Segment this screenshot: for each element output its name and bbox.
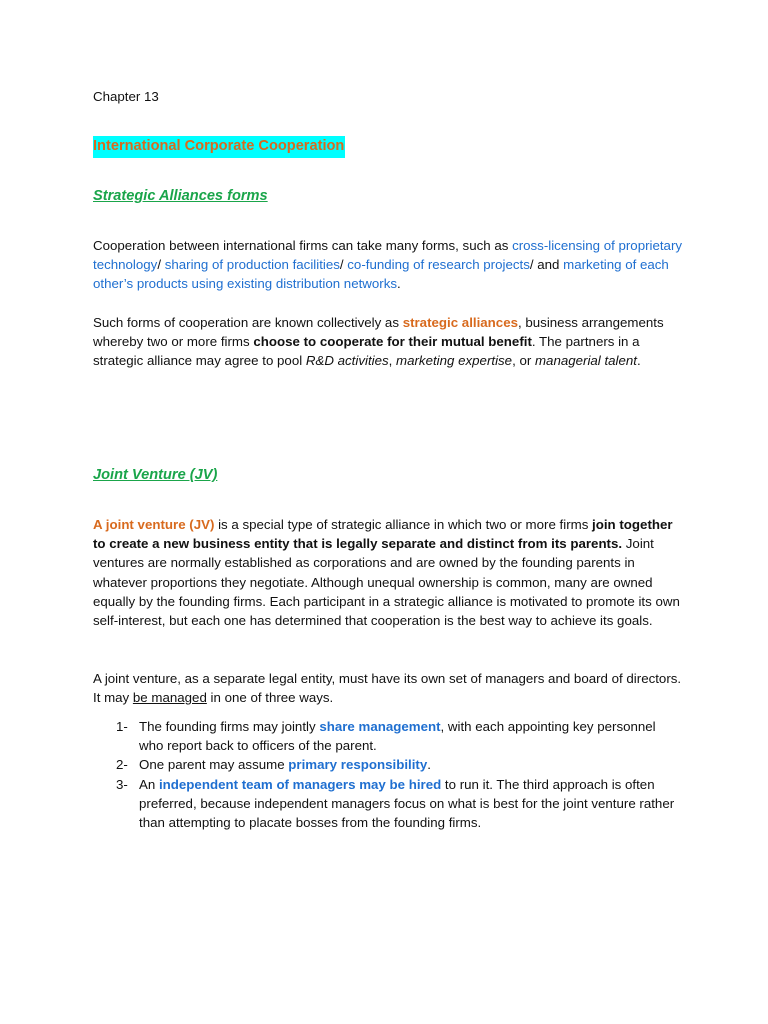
- text: Cooperation between international firms can take many forms, such as: [93, 238, 513, 253]
- heading-strategic-alliances: Strategic Alliances forms: [93, 188, 268, 204]
- term-primary-responsibility: primary responsibility: [288, 757, 428, 773]
- text: to run it. The third approach is often preferred, because independent managers focus on what is best for the joint venture rather than attempting to placate bosses from the founding firms.: [139, 776, 675, 831]
- text: is a special type of strategic alliance in which two or more firms: [214, 517, 593, 532]
- term-independent-team: independent team of managers may be hired: [158, 776, 442, 792]
- text: One parent may assume: [139, 757, 289, 773]
- paragraph-strategic-alliances: [93, 313, 683, 371]
- emphasis-mutual-benefit: choose to cooperate for their mutual benefit: [253, 334, 532, 350]
- italic-marketing-expertise: marketing expertise: [396, 353, 513, 369]
- text: , with each appointing key personnel who report back to officers of the parent.: [139, 719, 656, 754]
- text: .: [427, 757, 431, 773]
- term-joint-venture: A joint venture (JV): [93, 517, 215, 532]
- text: The founding firms may jointly: [139, 719, 320, 734]
- term-sharing-production: sharing of production facilities: [164, 257, 340, 273]
- text: .: [636, 353, 641, 369]
- separator: /: [339, 257, 348, 273]
- underline-be-managed: be managed: [132, 690, 207, 706]
- list-item: [93, 755, 683, 774]
- list-number: 1-: [116, 719, 128, 734]
- term-co-funding: co-funding of research projects: [347, 257, 530, 273]
- text: , or: [512, 353, 535, 369]
- management-approaches-list: [93, 717, 683, 832]
- paragraph-joint-venture-definition: [93, 515, 683, 630]
- separator: /: [157, 257, 165, 273]
- text: , business arrangements whereby two or more firms: [93, 315, 664, 350]
- text: A joint venture, as a separate legal entity, must have its own set of managers and board of directors. It may: [93, 671, 682, 706]
- text: Joint ventures are normally established as corporations and are owned by the founding parents in whatever proportions they negotiate. Although unequal ownership is common, many are owned equally by the founding firms. Each participant in a strategic alliance is motivated to promote its own self-interest, but each one has determined that cooperation is the best way to achieve its goals.: [93, 536, 680, 629]
- document-title: International Corporate Cooperation: [93, 136, 345, 158]
- list-item: [93, 775, 683, 833]
- emphasis-new-entity: join together to create a new business entity that is legally separate and distinct from its parents.: [93, 517, 673, 552]
- text: .: [397, 276, 401, 292]
- list-item: [93, 717, 683, 755]
- term-share-management: share management: [319, 719, 441, 734]
- chapter-label: Chapter 13: [93, 89, 159, 104]
- term-marketing: marketing of each other’s products using existing distribution networks: [93, 257, 669, 292]
- text: ,: [388, 353, 397, 369]
- text: Such forms of cooperation are known collectively as: [93, 315, 403, 330]
- separator: / and: [529, 257, 564, 273]
- list-number: 2-: [116, 757, 128, 773]
- text: . The partners in a strategic alliance may agree to pool: [93, 334, 640, 369]
- text: An: [139, 776, 159, 792]
- italic-managerial-talent: managerial talent: [534, 353, 637, 369]
- list-number: 3-: [116, 776, 128, 792]
- text: in one of three ways.: [206, 690, 334, 706]
- italic-rd-activities: R&D activities: [305, 353, 389, 369]
- term-strategic-alliances: strategic alliances: [402, 315, 518, 330]
- paragraph-cooperation-forms: [93, 236, 683, 294]
- heading-joint-venture: Joint Venture (JV): [93, 467, 218, 483]
- paragraph-jv-management: [93, 669, 683, 707]
- term-cross-licensing: cross-licensing of proprietary technology: [93, 238, 683, 273]
